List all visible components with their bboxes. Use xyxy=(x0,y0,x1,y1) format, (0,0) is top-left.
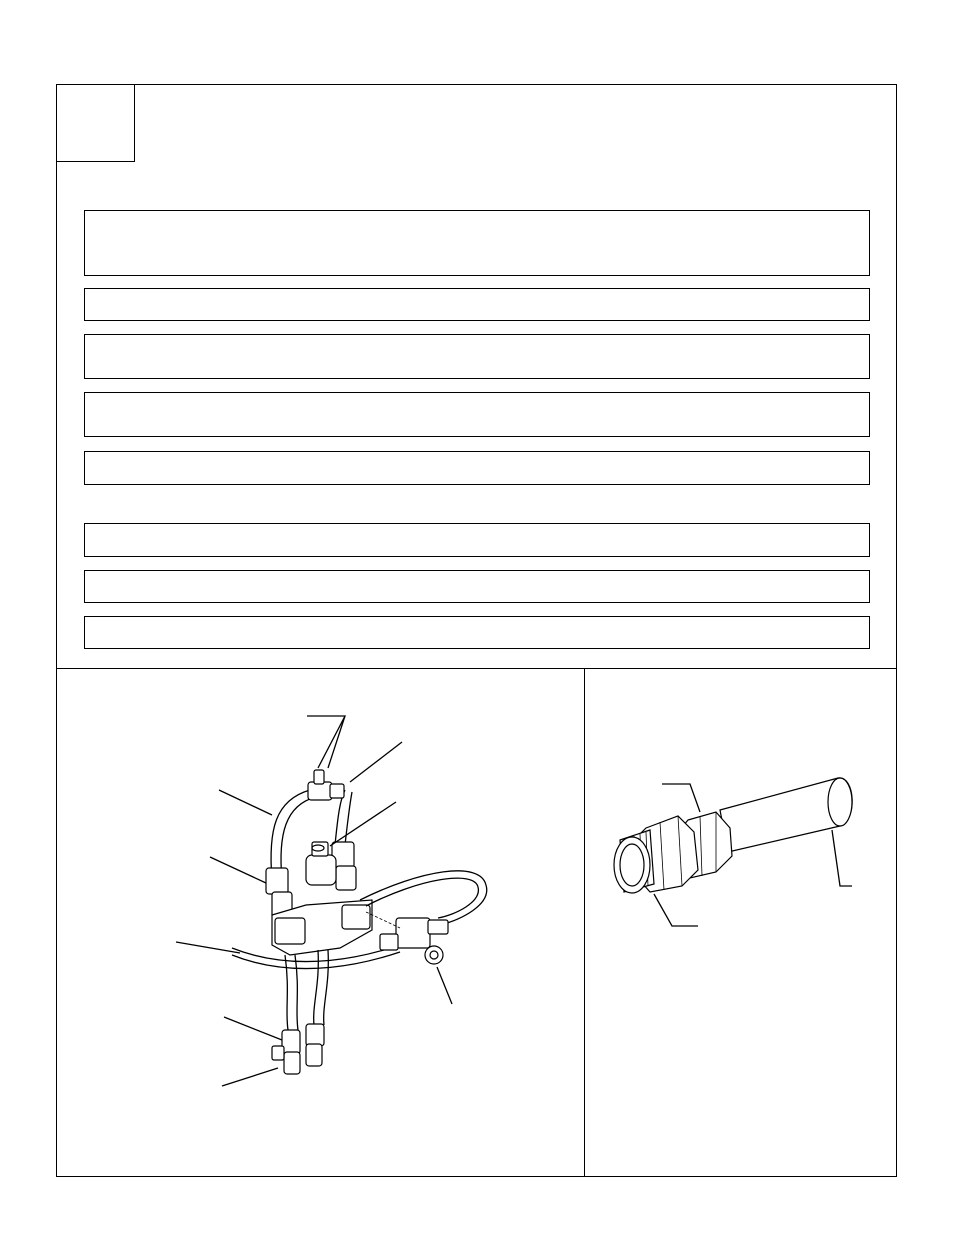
fitting-drawing xyxy=(614,778,852,926)
